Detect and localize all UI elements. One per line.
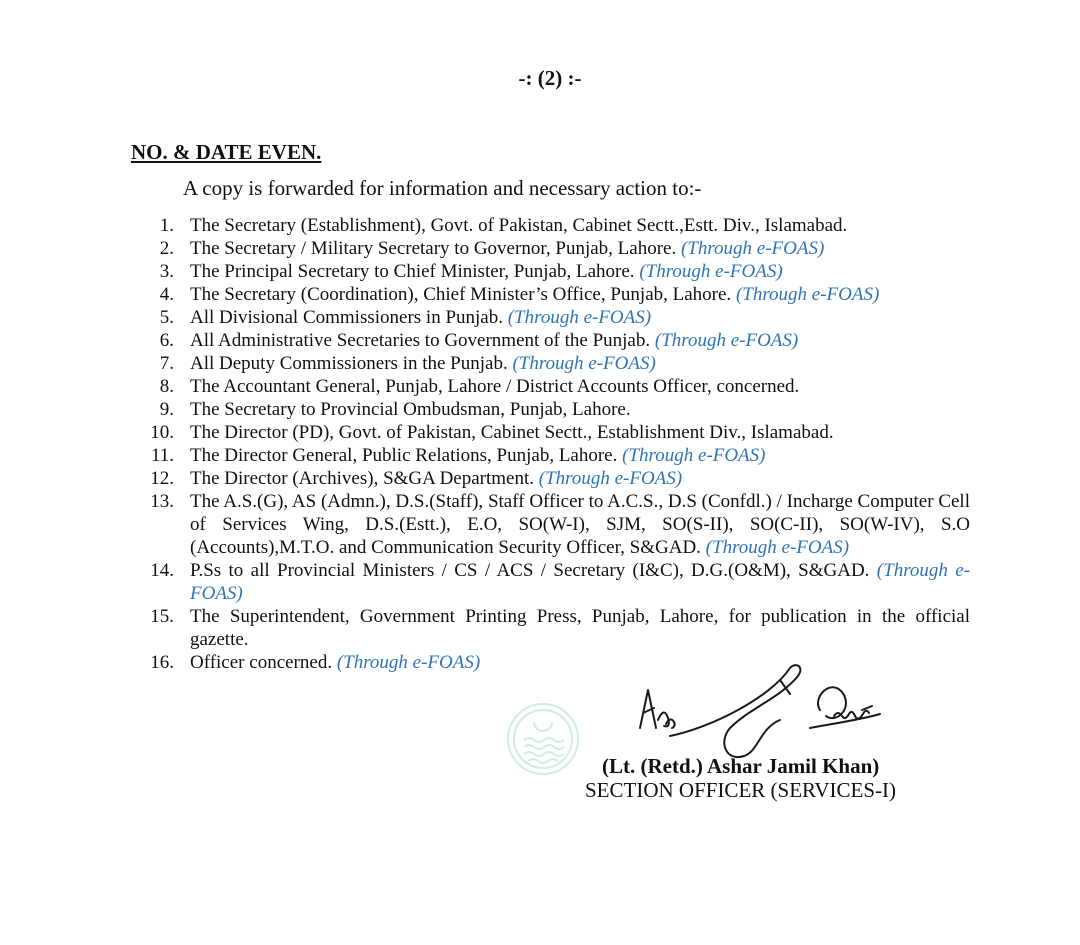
item-text: All Divisional Commissioners in Punjab. (Through e-FOAS) bbox=[190, 307, 652, 328]
item-note: (Through e-FOAS) bbox=[705, 537, 850, 558]
item-note: (Through e-FOAS) bbox=[680, 238, 825, 259]
item-text: The Secretary (Establishment), Govt. of Pakistan, Cabinet Sectt.,Estt. Div., Islamabad. bbox=[190, 215, 848, 236]
item-number: 6. bbox=[159, 330, 174, 351]
item-number: 11. bbox=[150, 445, 174, 466]
list-item bbox=[140, 605, 970, 651]
item-note: (Through e-FOAS) bbox=[538, 468, 683, 489]
list-item bbox=[140, 306, 970, 329]
item-note: (Through e-FOAS) bbox=[622, 445, 766, 466]
item-text: All Deputy Commissioners in the Punjab. (Through e-FOAS) bbox=[190, 353, 656, 374]
list-item bbox=[140, 444, 970, 467]
item-text: All Administrative Secretaries to Government of the Punjab. (Through e-FOAS) bbox=[190, 330, 799, 351]
item-number: 9. bbox=[159, 399, 174, 420]
item-number: 7. bbox=[159, 353, 174, 374]
item-note: (Through e-FOAS) bbox=[639, 261, 783, 282]
item-number: 5. bbox=[159, 307, 174, 328]
list-item bbox=[140, 352, 970, 375]
list-item bbox=[140, 260, 970, 283]
item-number: 1. bbox=[159, 215, 174, 236]
item-text: The A.S.(G), AS (Admn.), D.S.(Staff), Staff Officer to A.C.S., D.S (Confdl.) / Incharge Computer Cell of Services Wing, D.S.(Estt.), E.O, SO(W-I), SJM, SO(S-II), SO(C-II), SO(W-IV), S.O (Accounts),M.T.O. and Communication Security Officer, S&GAD. (Through e-FOAS) bbox=[190, 491, 970, 558]
reference-heading: NO. & DATE EVEN. bbox=[131, 140, 322, 164]
list-item bbox=[140, 214, 970, 237]
item-note: (Through e-FOAS) bbox=[190, 560, 971, 604]
recipient-list bbox=[140, 214, 970, 674]
item-number: 12. bbox=[150, 468, 174, 489]
item-text: The Director General, Public Relations, Punjab, Lahore. (Through e-FOAS) bbox=[190, 445, 766, 466]
list-item bbox=[140, 490, 970, 559]
item-note: (Through e-FOAS) bbox=[735, 284, 880, 305]
item-number: 15. bbox=[150, 606, 174, 627]
list-item bbox=[140, 375, 970, 398]
item-note: (Through e-FOAS) bbox=[654, 330, 799, 351]
signatory-title: SECTION OFFICER (SERVICES-I) bbox=[585, 778, 897, 802]
item-note: (Through e-FOAS) bbox=[336, 652, 481, 673]
item-text: The Accountant General, Punjab, Lahore / District Accounts Officer, concerned. bbox=[190, 376, 800, 397]
list-item bbox=[140, 559, 970, 605]
list-item bbox=[140, 421, 970, 444]
list-item bbox=[140, 283, 970, 306]
item-number: 16. bbox=[150, 652, 174, 673]
page-number: -: (2) :- bbox=[518, 66, 582, 90]
item-text: Officer concerned. (Through e-FOAS) bbox=[190, 652, 481, 673]
item-text: P.Ss to all Provincial Ministers / CS / ACS / Secretary (I&C), D.G.(O&M), S&GAD. (Through e-FOAS) bbox=[190, 560, 971, 604]
item-number: 2. bbox=[159, 238, 174, 259]
item-number: 10. bbox=[150, 422, 174, 443]
list-item bbox=[140, 467, 970, 490]
item-text: The Secretary (Coordination), Chief Minister’s Office, Punjab, Lahore. (Through e-FOAS) bbox=[190, 284, 880, 305]
item-number: 13. bbox=[150, 491, 174, 512]
item-text: The Director (PD), Govt. of Pakistan, Cabinet Sectt., Establishment Div., Islamabad. bbox=[190, 422, 834, 443]
intro-text: A copy is forwarded for information and necessary action to:- bbox=[183, 176, 702, 200]
list-item bbox=[140, 398, 970, 421]
item-number: 4. bbox=[159, 284, 174, 305]
list-item bbox=[140, 237, 970, 260]
item-text: The Director (Archives), S&GA Department. (Through e-FOAS) bbox=[190, 468, 683, 489]
signatory-name: (Lt. (Retd.) Ashar Jamil Khan) bbox=[602, 754, 880, 778]
item-text: The Principal Secretary to Chief Minister, Punjab, Lahore. (Through e-FOAS) bbox=[190, 261, 783, 282]
punjab-seal-watermark-icon bbox=[504, 700, 582, 778]
item-text: The Superintendent, Government Printing Press, Punjab, Lahore, for publication in the official gazette. bbox=[190, 606, 970, 650]
item-text: The Secretary to Provincial Ombudsman, Punjab, Lahore. bbox=[190, 399, 631, 420]
list-item bbox=[140, 329, 970, 352]
item-number: 14. bbox=[150, 560, 174, 581]
item-text: The Secretary / Military Secretary to Governor, Punjab, Lahore. (Through e-FOAS) bbox=[190, 238, 825, 259]
item-note: (Through e-FOAS) bbox=[507, 307, 652, 328]
item-number: 3. bbox=[159, 261, 174, 282]
item-number: 8. bbox=[159, 376, 174, 397]
item-note: (Through e-FOAS) bbox=[512, 353, 656, 374]
